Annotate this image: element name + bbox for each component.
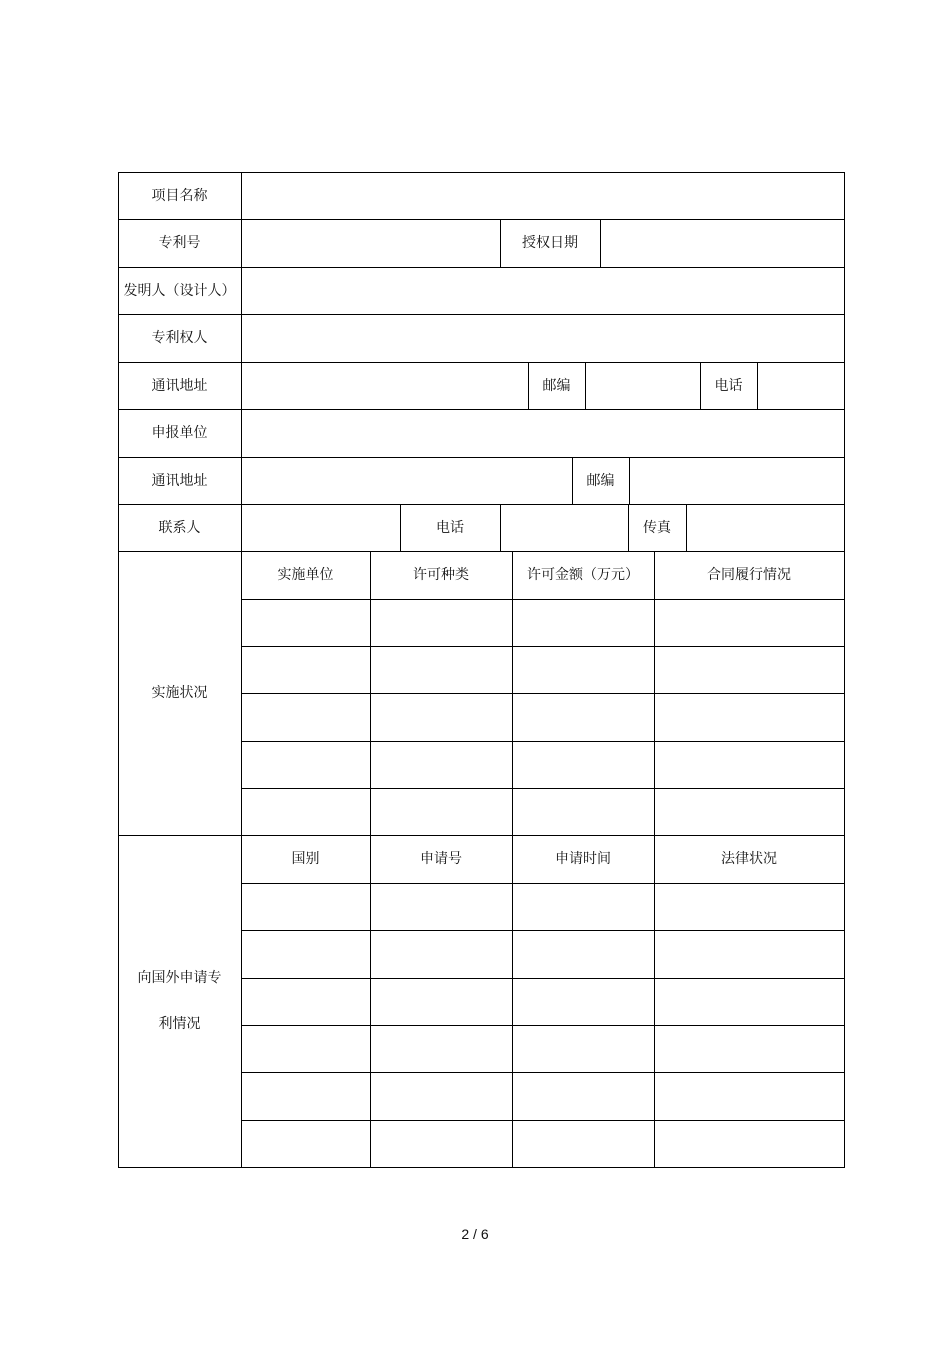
contact-phone-field[interactable] bbox=[500, 504, 628, 551]
grid-line bbox=[500, 219, 501, 268]
foreign-cell[interactable] bbox=[241, 1072, 370, 1119]
impl-cell[interactable] bbox=[241, 693, 370, 740]
foreign-cell[interactable] bbox=[654, 1120, 844, 1167]
page-number: 2 / 6 bbox=[461, 1226, 489, 1242]
impl-cell[interactable] bbox=[241, 788, 370, 835]
impl-cell[interactable] bbox=[241, 646, 370, 693]
grid-line bbox=[118, 551, 845, 552]
grid-line bbox=[118, 409, 845, 410]
impl-cell[interactable] bbox=[370, 599, 512, 646]
grid-line bbox=[512, 835, 513, 1168]
grid-line bbox=[500, 504, 501, 552]
foreign-cell[interactable] bbox=[241, 1025, 370, 1072]
grid-line bbox=[118, 1167, 845, 1168]
inventor-label: 发明人（设计人） bbox=[123, 282, 236, 299]
contact-field[interactable] bbox=[241, 504, 400, 551]
foreign-cell[interactable] bbox=[241, 978, 370, 1025]
impl-cell[interactable] bbox=[512, 693, 654, 740]
impl-cell[interactable] bbox=[512, 788, 654, 835]
inventor-field[interactable] bbox=[241, 267, 844, 314]
foreign-cell[interactable] bbox=[654, 978, 844, 1025]
impl-cell[interactable] bbox=[654, 646, 844, 693]
foreign-col-legal-status: 法律状况 bbox=[721, 851, 777, 867]
foreign-section-label bbox=[118, 835, 241, 1167]
grant-date-field[interactable] bbox=[600, 219, 844, 267]
foreign-cell[interactable] bbox=[654, 1025, 844, 1072]
grid-line bbox=[528, 362, 529, 410]
impl-col-contract-status: 合同履行情况 bbox=[707, 567, 791, 583]
foreign-col-application-no: 申请号 bbox=[420, 851, 462, 867]
impl-cell[interactable] bbox=[370, 646, 512, 693]
foreign-cell[interactable] bbox=[512, 883, 654, 930]
foreign-cell[interactable] bbox=[512, 1120, 654, 1167]
fax-field[interactable] bbox=[686, 504, 844, 551]
grid-line bbox=[654, 835, 655, 1168]
impl-cell[interactable] bbox=[512, 599, 654, 646]
impl-col-license-amount: 许可金额（万元） bbox=[527, 567, 639, 583]
grant-date-label: 授权日期 bbox=[522, 235, 578, 251]
impl-cell[interactable] bbox=[370, 693, 512, 740]
grid-line bbox=[757, 362, 758, 410]
foreign-cell[interactable] bbox=[654, 930, 844, 977]
contact-phone-label: 电话 bbox=[436, 519, 464, 536]
patentee-field[interactable] bbox=[241, 314, 844, 362]
project-name-field[interactable] bbox=[241, 172, 844, 219]
grid-line bbox=[118, 314, 845, 315]
patent-no-label: 专利号 bbox=[158, 235, 201, 251]
foreign-col-country: 国别 bbox=[291, 851, 320, 867]
foreign-cell[interactable] bbox=[654, 1072, 844, 1119]
grid-line bbox=[241, 693, 845, 694]
foreign-cell[interactable] bbox=[370, 883, 512, 930]
grid-line bbox=[118, 267, 845, 268]
impl-col-unit: 实施单位 bbox=[277, 567, 334, 583]
grid-line bbox=[844, 172, 845, 1168]
impl-cell[interactable] bbox=[241, 599, 370, 646]
fax-label: 传真 bbox=[643, 519, 671, 536]
impl-cell[interactable] bbox=[512, 646, 654, 693]
grid-line bbox=[241, 788, 845, 789]
grid-line bbox=[241, 599, 845, 600]
impl-cell[interactable] bbox=[654, 741, 844, 788]
grid-line bbox=[241, 646, 845, 647]
grid-line bbox=[241, 1072, 845, 1073]
grid-line bbox=[118, 172, 119, 1168]
foreign-cell[interactable] bbox=[512, 1025, 654, 1072]
foreign-cell[interactable] bbox=[241, 930, 370, 977]
grid-line bbox=[118, 835, 845, 836]
grid-line bbox=[118, 504, 845, 505]
grid-line bbox=[118, 172, 845, 173]
patentee-label: 专利权人 bbox=[151, 330, 208, 346]
grid-line bbox=[118, 362, 845, 363]
project-name-label: 项目名称 bbox=[151, 187, 208, 204]
impl-cell[interactable] bbox=[370, 788, 512, 835]
foreign-cell[interactable] bbox=[370, 1072, 512, 1119]
impl-cell[interactable] bbox=[654, 788, 844, 835]
grid-line bbox=[600, 219, 601, 268]
postcode-label: 邮编 bbox=[542, 377, 571, 394]
impl-cell[interactable] bbox=[370, 741, 512, 788]
foreign-cell[interactable] bbox=[370, 1025, 512, 1072]
phone-field[interactable] bbox=[757, 362, 844, 409]
grid-line bbox=[700, 362, 701, 410]
implementation-section-label: 实施状况 bbox=[151, 685, 208, 701]
impl-cell[interactable] bbox=[654, 599, 844, 646]
foreign-section-label-line2: 利情况 bbox=[158, 1016, 201, 1032]
foreign-cell[interactable] bbox=[512, 930, 654, 977]
grid-line bbox=[628, 504, 629, 552]
postcode-field[interactable] bbox=[585, 362, 700, 409]
foreign-cell[interactable] bbox=[512, 978, 654, 1025]
patent-form-table bbox=[118, 172, 844, 1167]
foreign-cell[interactable] bbox=[654, 883, 844, 930]
impl-cell[interactable] bbox=[241, 741, 370, 788]
grid-line bbox=[241, 978, 845, 979]
foreign-cell[interactable] bbox=[370, 930, 512, 977]
grid-line bbox=[370, 551, 371, 836]
applicant-unit-field[interactable] bbox=[241, 409, 844, 457]
grid-line bbox=[572, 457, 573, 505]
grid-line bbox=[370, 835, 371, 1168]
unit-postcode-field[interactable] bbox=[629, 457, 844, 504]
foreign-col-application-date: 申请时间 bbox=[555, 851, 611, 867]
address-field[interactable] bbox=[241, 362, 528, 409]
patent-no-field[interactable] bbox=[241, 219, 500, 267]
grid-line bbox=[512, 551, 513, 836]
grid-line bbox=[686, 504, 687, 552]
grid-line bbox=[118, 457, 845, 458]
foreign-section-label-line1: 向国外申请专 bbox=[137, 970, 222, 986]
foreign-cell[interactable] bbox=[241, 883, 370, 930]
grid-line bbox=[654, 551, 655, 836]
grid-line bbox=[400, 504, 401, 552]
foreign-cell[interactable] bbox=[241, 1120, 370, 1167]
grid-line bbox=[241, 930, 845, 931]
grid-line bbox=[241, 883, 845, 884]
impl-cell[interactable] bbox=[512, 741, 654, 788]
grid-line bbox=[629, 457, 630, 505]
impl-col-license-type: 许可种类 bbox=[413, 567, 469, 583]
grid-line bbox=[118, 219, 845, 220]
foreign-cell[interactable] bbox=[512, 1072, 654, 1119]
foreign-cell[interactable] bbox=[370, 978, 512, 1025]
impl-cell[interactable] bbox=[654, 693, 844, 740]
grid-line bbox=[241, 741, 845, 742]
unit-address-label: 通讯地址 bbox=[151, 472, 208, 489]
foreign-cell[interactable] bbox=[370, 1120, 512, 1167]
grid-line bbox=[241, 1120, 845, 1121]
phone-label: 电话 bbox=[714, 377, 743, 394]
unit-address-field[interactable] bbox=[241, 457, 572, 504]
unit-postcode-label: 邮编 bbox=[586, 472, 615, 489]
grid-line bbox=[585, 362, 586, 410]
applicant-unit-label: 申报单位 bbox=[151, 425, 208, 441]
contact-label: 联系人 bbox=[158, 519, 201, 536]
address-label: 通讯地址 bbox=[151, 377, 208, 394]
grid-line bbox=[241, 1025, 845, 1026]
grid-line bbox=[241, 172, 242, 1168]
